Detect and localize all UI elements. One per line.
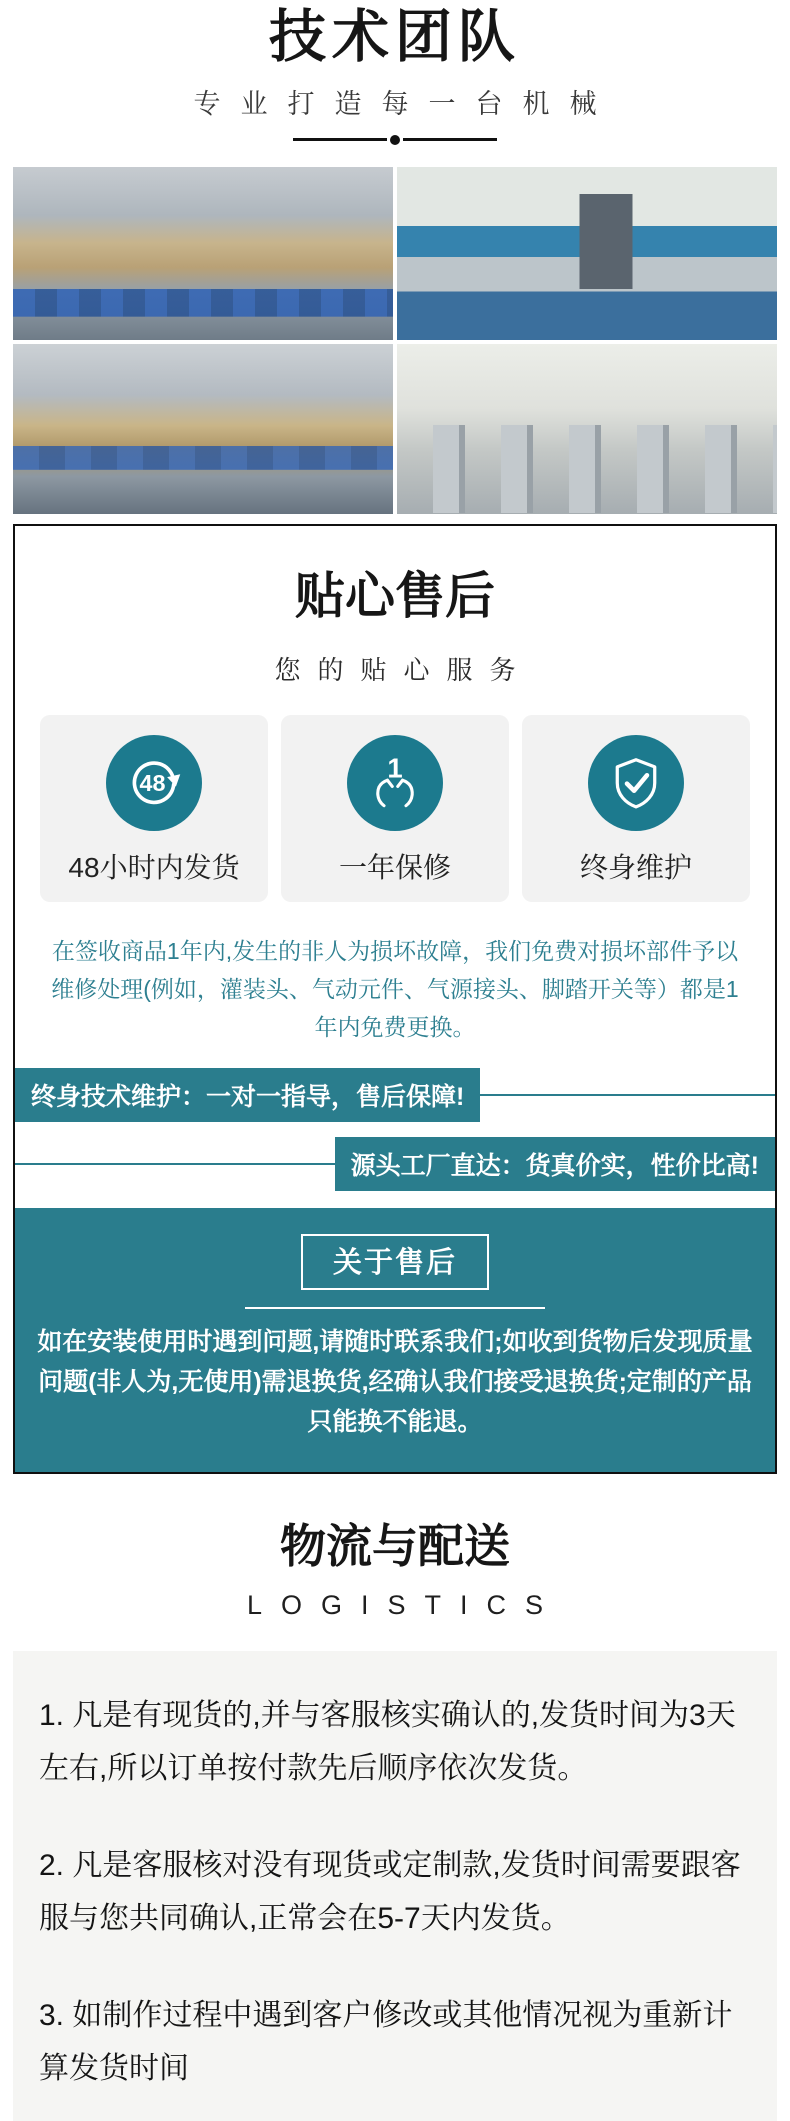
- service-card-label: 一年保修: [338, 851, 451, 883]
- logistics-subtitle: LOGISTICS: [246, 1589, 563, 1620]
- about-after-sales-section: [15, 1208, 775, 1472]
- workshop-photo-4: [397, 344, 777, 514]
- divider-dot: [390, 135, 400, 145]
- after-sales-title: 贴心售后: [295, 567, 495, 624]
- tech-team-subtitle: 专业打造每一台机械: [193, 88, 617, 119]
- tech-team-header: [0, 0, 790, 145]
- divider-line-left: [293, 138, 387, 141]
- shield-check-icon: [588, 735, 684, 831]
- banner-line: [15, 1163, 335, 1165]
- after-sales-box: [13, 524, 777, 1474]
- after-sales-subtitle: 您的贴心服务: [274, 654, 533, 685]
- svg-text:48: 48: [139, 769, 166, 796]
- factory-direct-banner: 源头工厂直达：货真价实，性价比高!: [335, 1137, 775, 1191]
- service-card-label: 48小时内发货: [68, 851, 240, 883]
- title-divider: [293, 135, 497, 145]
- 48h-circle-arrow-icon: [106, 735, 202, 831]
- banner-row-right: [15, 1137, 775, 1191]
- service-cards: [15, 715, 775, 902]
- workshop-photo-2: [397, 167, 777, 340]
- workshop-photo-1: [13, 167, 393, 340]
- logistics-item-1: 1. 凡是有现货的,并与客服核实确认的,发货时间为3天左右,所以订单按付款先后顺序依次发货。: [39, 1698, 736, 1785]
- logistics-item-3: 3. 如制作过程中遇到客户修改或其他情况视为重新计算发货时间: [39, 1998, 733, 2085]
- divider-line-right: [403, 138, 497, 141]
- logistics-header: [0, 1510, 790, 1621]
- about-after-sales-button: 关于售后: [301, 1234, 489, 1290]
- service-card-maintenance: [522, 715, 750, 902]
- logistics-box: [13, 1651, 777, 2121]
- logistics-title: 物流与配送: [280, 1519, 510, 1572]
- service-card-warranty: [281, 715, 509, 902]
- warranty-note: 在签收商品1年内,发生的非人为损坏故障，我们免费对损坏部件予以维修处理(例如，灌装头、气动元件、气源接头、脚踏开关等）都是1年内免费更换。: [51, 937, 739, 1040]
- service-card-label: 终身维护: [579, 851, 692, 883]
- tech-team-title: 技术团队: [269, 5, 521, 69]
- hands-one-year-icon: [347, 735, 443, 831]
- logistics-item-2: 2. 凡是客服核对没有现货或定制款,发货时间需要跟客服与您共同确认,正常会在5-7天内发货。: [39, 1848, 741, 1935]
- banner-row-left: [15, 1068, 775, 1122]
- about-after-sales-text: 如在安装使用时遇到问题,请随时联系我们;如收到货物后发现质量问题(非人为,无使用)需退换货,经确认我们接受退换货;定制的产品只能换不能退。: [37, 1327, 753, 1436]
- svg-text:1: 1: [387, 752, 403, 784]
- about-underline: [245, 1307, 545, 1309]
- banner-line: [480, 1094, 775, 1096]
- lifetime-support-banner: 终身技术维护：一对一指导，售后保障!: [15, 1068, 480, 1122]
- service-card-shipping: [40, 715, 268, 902]
- workshop-photo-grid: [13, 167, 777, 514]
- workshop-photo-3: [13, 344, 393, 514]
